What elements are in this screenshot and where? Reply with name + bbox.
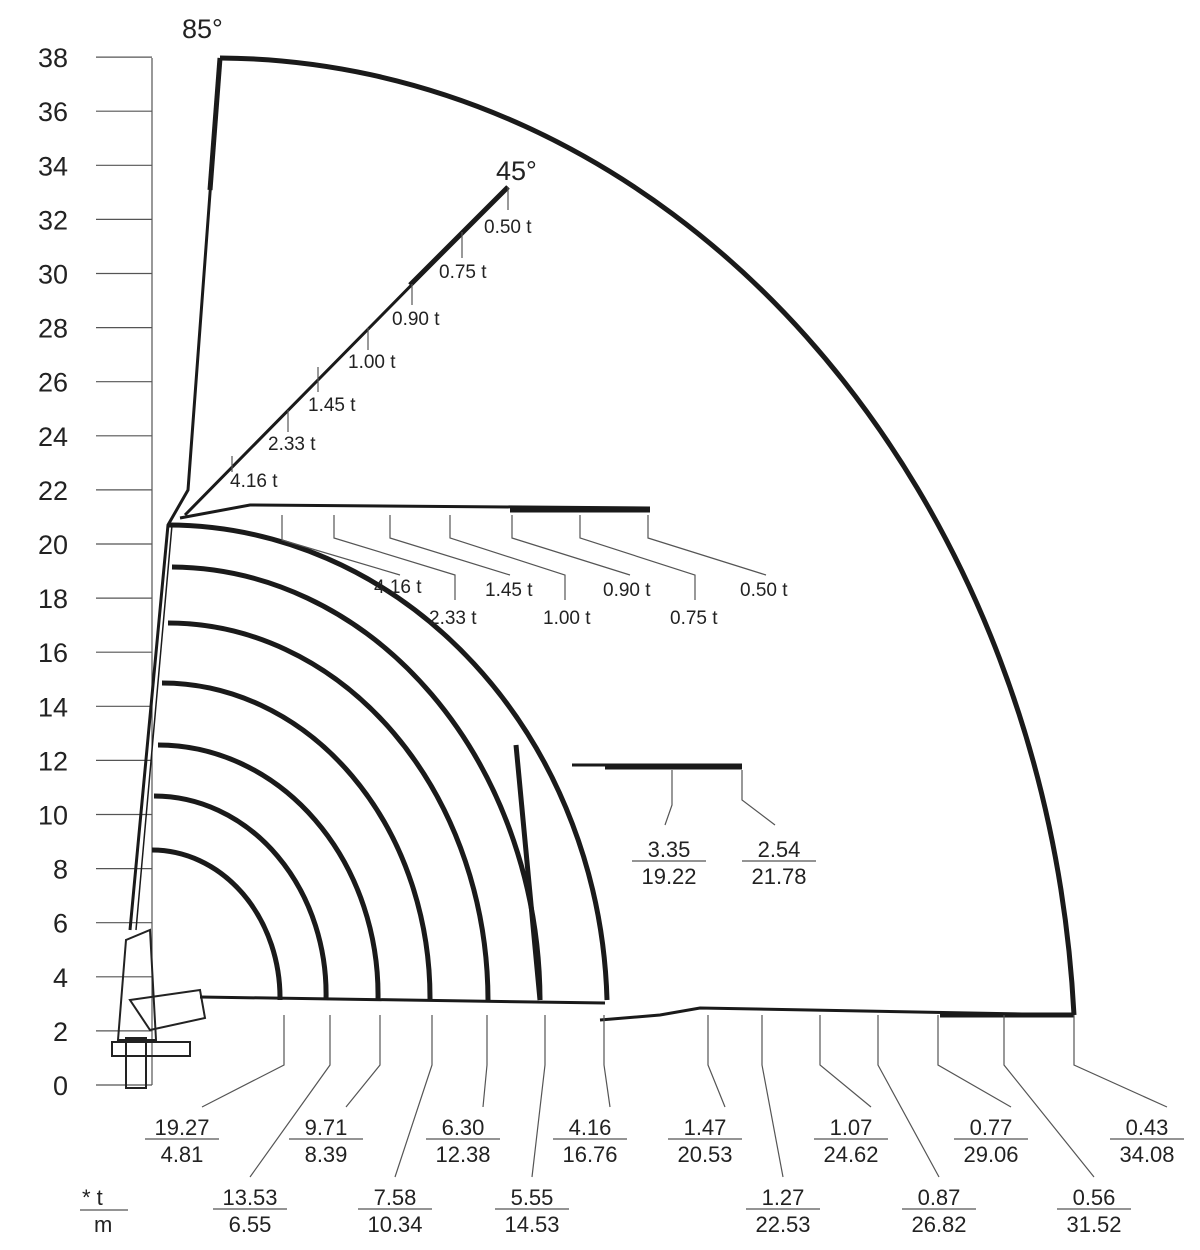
leader-line bbox=[202, 1015, 284, 1107]
y-axis-tick-label: 26 bbox=[37, 367, 68, 398]
leader-line bbox=[742, 770, 775, 825]
y-axis-tick-label: 22 bbox=[37, 475, 68, 506]
horizontal-load-label: 0.75 t bbox=[670, 608, 718, 629]
envelope-arc-cut bbox=[516, 745, 540, 1000]
ground-pair bbox=[746, 1185, 820, 1237]
boom45-load-label: 0.90 t bbox=[392, 309, 440, 330]
mid-load-pairs bbox=[632, 770, 816, 889]
ground-pair bbox=[553, 1115, 627, 1167]
y-axis-ticks bbox=[38, 43, 152, 1101]
horizontal-load-label: 1.00 t bbox=[543, 608, 591, 629]
pair-radius: 34.08 bbox=[1119, 1142, 1175, 1167]
y-axis-tick-label: 30 bbox=[37, 259, 68, 290]
crane-base bbox=[126, 1038, 146, 1088]
envelope-arc-10m bbox=[154, 796, 326, 1000]
horizontal-load-label: 0.90 t bbox=[603, 580, 651, 601]
leader-line bbox=[665, 770, 672, 825]
boom-85-deg-inner bbox=[136, 525, 172, 930]
boom45-load-label: 0.50 t bbox=[484, 217, 532, 238]
reach-envelope bbox=[152, 58, 1074, 1015]
pair-radius: 31.52 bbox=[1066, 1212, 1122, 1237]
leader-line bbox=[512, 515, 630, 575]
boom45-load-label: 0.75 t bbox=[439, 262, 487, 283]
y-axis-tick-label: 8 bbox=[52, 854, 68, 885]
pair-load: 4.16 bbox=[568, 1115, 612, 1140]
horizontal-load-label: 0.50 t bbox=[740, 580, 788, 601]
pair-load: 1.27 bbox=[761, 1185, 805, 1210]
y-axis-tick-label: 38 bbox=[37, 43, 68, 74]
horizontal-load-label: 1.45 t bbox=[485, 580, 533, 601]
y-axis bbox=[38, 43, 152, 1101]
leader-line bbox=[878, 1015, 939, 1177]
pair-load: 1.07 bbox=[829, 1115, 873, 1140]
y-axis-tick-label: 2 bbox=[52, 1016, 68, 1047]
ground-pair bbox=[426, 1115, 500, 1167]
ground-load-pairs bbox=[145, 1115, 1184, 1237]
horizontal-load-labels bbox=[374, 577, 788, 629]
pair-radius: 21.78 bbox=[751, 864, 807, 889]
pair-radius: 12.38 bbox=[435, 1142, 491, 1167]
pair-load: 0.77 bbox=[969, 1115, 1013, 1140]
y-axis-tick-label: 20 bbox=[37, 530, 68, 560]
leader-line bbox=[762, 1015, 783, 1177]
angle-label-45: 45° bbox=[496, 156, 537, 186]
leader-line bbox=[938, 1015, 1011, 1107]
ground-pair bbox=[1057, 1185, 1131, 1237]
crane-knuckle bbox=[130, 990, 205, 1030]
pair-radius: 29.06 bbox=[963, 1142, 1019, 1167]
ground-pair bbox=[954, 1115, 1028, 1167]
pair-radius: 26.82 bbox=[911, 1212, 967, 1237]
pair-radius: 4.81 bbox=[160, 1142, 204, 1167]
pair-radius: 8.39 bbox=[304, 1142, 348, 1167]
leader-line bbox=[483, 1015, 487, 1107]
boom-85-tip bbox=[210, 58, 220, 190]
mid-pair-1 bbox=[632, 837, 706, 889]
pair-load: 7.58 bbox=[373, 1185, 417, 1210]
leader-line bbox=[708, 1015, 725, 1107]
horizontal-load-label: 4.16 t bbox=[374, 577, 422, 598]
pair-load: 3.35 bbox=[647, 837, 691, 862]
leader-line bbox=[346, 1015, 380, 1107]
boom-horizontal-lower-1 bbox=[200, 997, 605, 1003]
y-axis-tick-label: 0 bbox=[52, 1071, 68, 1101]
leader-line bbox=[395, 1015, 432, 1177]
y-axis-tick-label: 36 bbox=[37, 97, 68, 128]
envelope-arc-8m bbox=[152, 850, 280, 1000]
crane-column bbox=[118, 930, 156, 1040]
pair-load: 0.56 bbox=[1072, 1185, 1116, 1210]
y-axis-tick-label: 16 bbox=[37, 638, 68, 669]
y-axis-tick-label: 28 bbox=[37, 313, 68, 344]
boom45-load-labels bbox=[230, 217, 532, 492]
pair-load: 19.27 bbox=[154, 1115, 210, 1140]
ground-pair bbox=[289, 1115, 363, 1167]
boom45-load-label: 1.00 t bbox=[348, 352, 396, 373]
ground-pair bbox=[495, 1185, 569, 1237]
crane-outrigger bbox=[112, 1042, 190, 1056]
pair-load: 2.54 bbox=[757, 837, 801, 862]
ground-pair bbox=[814, 1115, 888, 1167]
envelope-arc-12m bbox=[158, 745, 378, 1000]
pair-radius: 14.53 bbox=[504, 1212, 560, 1237]
y-axis-tick-label: 12 bbox=[37, 746, 68, 777]
pair-load: 9.71 bbox=[304, 1115, 348, 1140]
y-axis-tick-label: 6 bbox=[52, 908, 68, 939]
ground-pair bbox=[145, 1115, 219, 1167]
pair-load: 1.47 bbox=[683, 1115, 727, 1140]
ground-pair bbox=[358, 1185, 432, 1237]
pair-radius: 20.53 bbox=[677, 1142, 733, 1167]
pair-load: 13.53 bbox=[222, 1185, 278, 1210]
y-axis-tick-label: 18 bbox=[37, 584, 68, 615]
unit-legend-radius: m bbox=[94, 1212, 113, 1237]
ground-pair bbox=[213, 1185, 287, 1237]
ground-pair bbox=[668, 1115, 742, 1167]
leader-line bbox=[604, 1015, 610, 1107]
y-axis-tick-label: 4 bbox=[52, 962, 68, 993]
y-axis-tick-label: 10 bbox=[37, 800, 68, 831]
pair-radius: 10.34 bbox=[367, 1212, 423, 1237]
pair-load: 5.55 bbox=[510, 1185, 554, 1210]
y-axis-tick-label: 14 bbox=[37, 692, 68, 723]
pair-load: 0.87 bbox=[917, 1185, 961, 1210]
y-axis-tick-label: 32 bbox=[37, 205, 68, 236]
y-axis-tick-label: 34 bbox=[37, 151, 68, 182]
ground-pair bbox=[1110, 1115, 1184, 1167]
boom45-load-label: 1.45 t bbox=[308, 395, 356, 416]
pair-radius: 19.22 bbox=[641, 864, 697, 889]
horizontal-load-label: 2.33 t bbox=[429, 608, 477, 629]
leader-line bbox=[1074, 1015, 1167, 1107]
crane-drawing bbox=[112, 58, 1074, 1088]
unit-legend bbox=[80, 1185, 128, 1237]
pair-radius: 6.55 bbox=[228, 1212, 272, 1237]
leader-line bbox=[532, 1015, 545, 1177]
leader-line bbox=[820, 1015, 871, 1107]
angle-label-85: 85° bbox=[182, 14, 223, 44]
pair-load: 6.30 bbox=[441, 1115, 485, 1140]
ground-pair bbox=[902, 1185, 976, 1237]
pair-radius: 22.53 bbox=[755, 1212, 811, 1237]
pair-radius: 24.62 bbox=[823, 1142, 879, 1167]
y-axis-tick-label: 24 bbox=[37, 421, 68, 452]
boom45-load-label: 4.16 t bbox=[230, 471, 278, 492]
mid-pair-2 bbox=[742, 837, 816, 889]
pair-load: 0.43 bbox=[1125, 1115, 1169, 1140]
pair-radius: 16.76 bbox=[562, 1142, 618, 1167]
boom45-load-label: 2.33 t bbox=[268, 434, 316, 455]
unit-legend-load: * t bbox=[82, 1185, 103, 1210]
